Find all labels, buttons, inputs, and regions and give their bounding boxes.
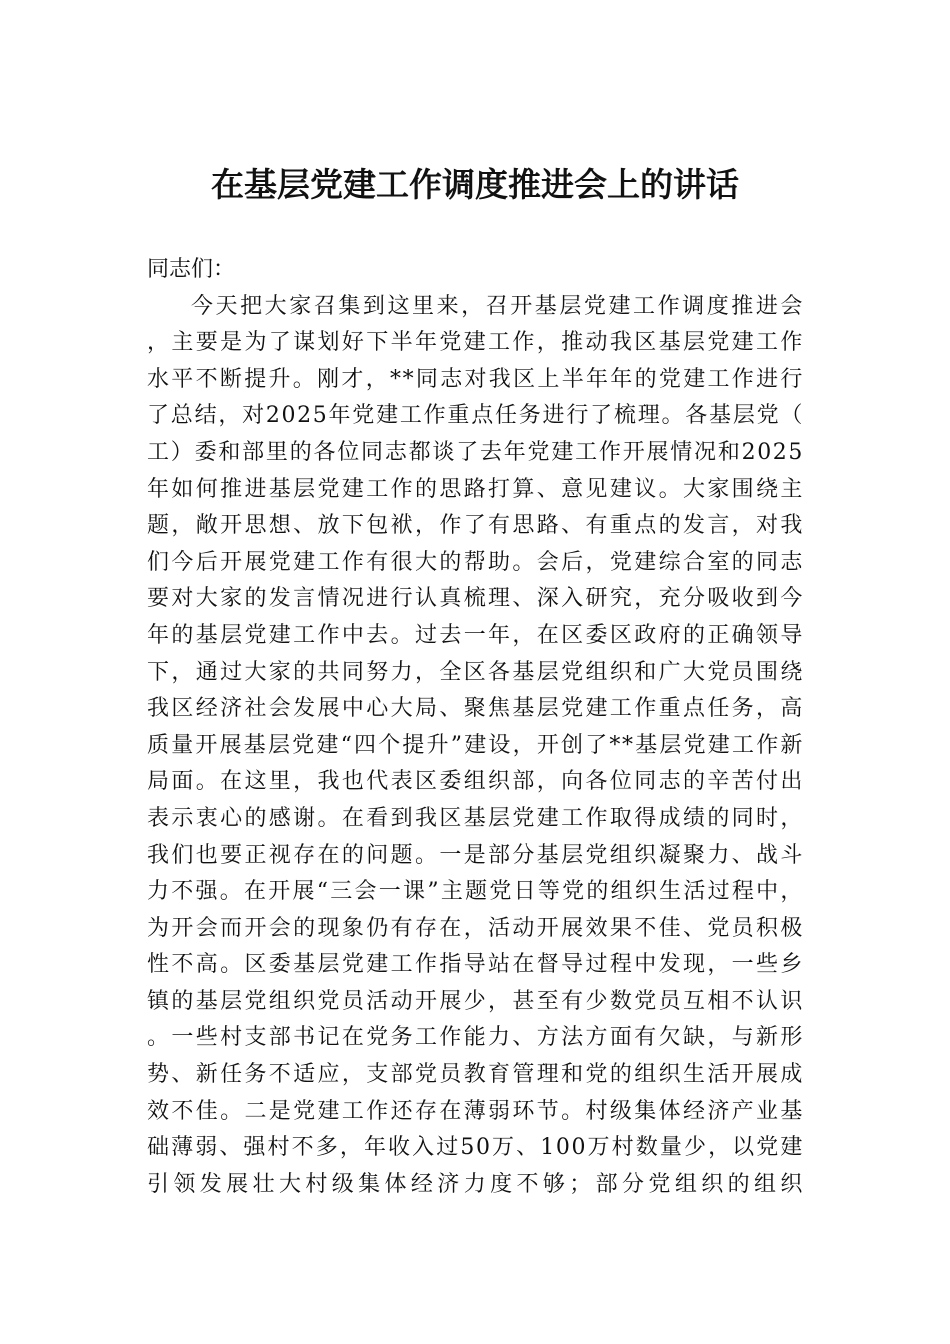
body-paragraph: 今天把大家召集到这里来，召开基层党建工作调度推进会，主要是为了谋划好下半年党建工作，推动我区基层党建工作水平不断提升。刚才，**同志对我区上半年年的党建工作进行了总结，对2025年党建工作重点任务进行了梳理。各基层党（工）委和部里的各位同志都谈了去年党建工作开展情况和2025年如何推进基层党建工作的思路打算、意见建议。大家围绕主题，敞开思想、放下包袱，作了有思路、有重点的发言，对我们今后开展党建工作有很大的帮助。会后，党建综合室的同志要对大家的发言情况进行认真梳理、深入研究，充分吸收到今年的基层党建工作中去。过去一年，在区委区政府的正确领导下，通过大家的共同努力，全区各基层党组织和广大党员围绕我区经济社会发展中心大局、聚焦基层党建工作重点任务，高质量开展基层党建“四个提升”建设，开创了**基层党建工作新局面。在这里，我也代表区委组织部，向各位同志的辛苦付出表示衷心的感谢。在看到我区基层党建工作取得成绩的同时，我们也要正视存在的问题。一是部分基层党组织凝聚力、战斗力不强。在开展“三会一课”主题党日等党的组织生活过程中，为开会而开会的现象仍有存在，活动开展效果不佳、党员积极性不高。区委基层党建工作指导站在督导过程中发现，一些乡镇的基层党组织党员活动开展少，甚至有少数党员互相不认识。一些村支部书记在党务工作能力、方法方面有欠缺，与新形势、新任务不适应，支部党员教育管理和党的组织生活开展成效不佳。二是党建工作还存在薄弱环节。村级集体经济产业基础薄弱、强村不多，年收入过50万、100万村数量少，以党建引领发展壮大村级集体经济力度不够；部分党组织的组织 (147, 293, 804, 1197)
document-body (147, 252, 804, 1203)
document-title: 在基层党建工作调度推进会上的讲话 (211, 165, 739, 204)
salutation: 同志们： (147, 257, 236, 282)
